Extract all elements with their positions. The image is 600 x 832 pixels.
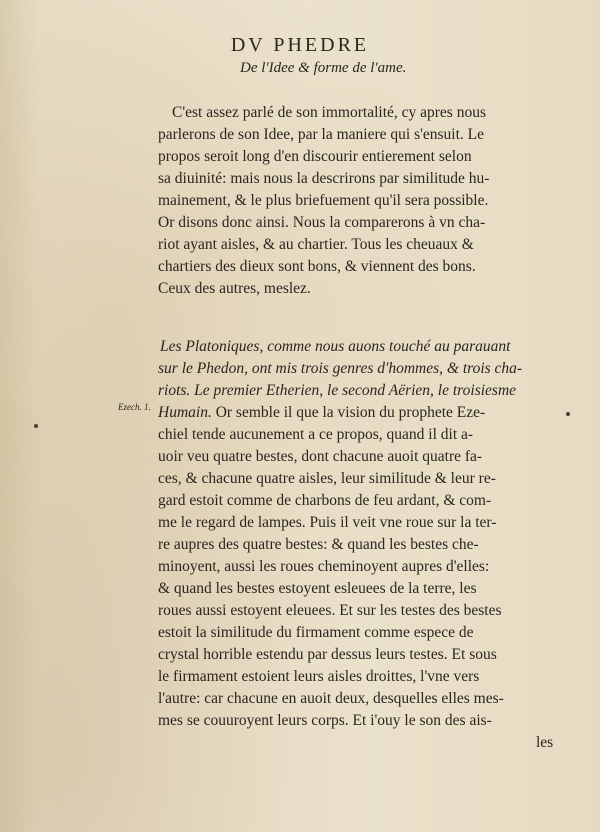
text-line: minoyent, aussi les roues cheminoyent aupres d'elles: xyxy=(158,558,490,575)
text-line: mainement, & le plus briefuement qu'il sera possible. xyxy=(158,192,489,209)
text-line: le firmament estoient leurs aisles droittes, l'vne vers xyxy=(158,668,480,685)
text-line: roues aussi estoyent eleuees. Et sur les testes des bestes xyxy=(158,602,502,619)
text-line: Les Platoniques, comme nous auons touché au parauant xyxy=(160,338,511,355)
section-subtitle: De l'Idee & forme de l'ame. xyxy=(240,60,407,76)
text-line: riots. Le premier Etherien, le second Aërien, le troisiesme xyxy=(158,382,517,399)
text-line: l'autre: car chacune en auoit deux, desquelles elles mes- xyxy=(158,690,504,707)
text-line: Or disons donc ainsi. Nous la comparerons à vn cha- xyxy=(158,214,486,231)
text-line: chiel tende aucunement a ce propos, quand il dit a- xyxy=(158,426,474,443)
text-line: estoit la similitude du firmament comme espece de xyxy=(158,624,474,641)
text-line: Ceux des autres, meslez. xyxy=(158,280,311,297)
text-roman-segment: Or semble il que la vision du prophete Eze- xyxy=(211,404,486,421)
text-line: sur le Phedon, ont mis trois genres d'hommes, & trois cha- xyxy=(158,360,523,377)
ink-spot xyxy=(566,412,570,416)
text-line: C'est assez parlé de son immortalité, cy apres nous xyxy=(172,104,486,121)
ink-spot xyxy=(34,424,38,428)
text-line xyxy=(158,402,550,424)
text-line: riot ayant aisles, & au chartier. Tous les cheuaux & xyxy=(158,236,474,253)
marginal-note: Ezech. 1. xyxy=(118,402,151,412)
text-line: uoir veu quatre bestes, dont chacune auoit quatre fa- xyxy=(158,448,483,465)
text-italic-segment: Humain. xyxy=(158,404,212,421)
text-line: crystal horrible estendu par dessus leurs testes. Et sous xyxy=(158,646,497,663)
text-line: me le regard de lampes. Puis il veit vne roue sur la ter- xyxy=(158,514,497,531)
catchword: les xyxy=(536,734,554,751)
text-line: sa diuinité: mais nous la descrirons par similitude hu- xyxy=(158,170,490,187)
text-line: re aupres des quatre bestes: & quand les bestes che- xyxy=(158,536,479,553)
text-line: chartiers des dieux sont bons, & viennent des bons. xyxy=(158,258,476,275)
text-line: parlerons de son Idee, par la maniere qui s'ensuit. Le xyxy=(158,126,485,143)
text-line: gard estoit comme de charbons de feu ardant, & com- xyxy=(158,492,492,509)
text-line: propos seroit long d'en discourir entierement selon xyxy=(158,148,472,165)
text-line: ces, & chacune quatre aisles, leur similitude & leur re- xyxy=(158,470,496,487)
running-head: DV PHEDRE xyxy=(230,34,370,56)
text-line: mes se couuroyent leurs corps. Et i'ouy le son des ais- xyxy=(158,712,492,729)
text-line: & quand les bestes estoyent esleuees de la terre, les xyxy=(158,580,477,597)
